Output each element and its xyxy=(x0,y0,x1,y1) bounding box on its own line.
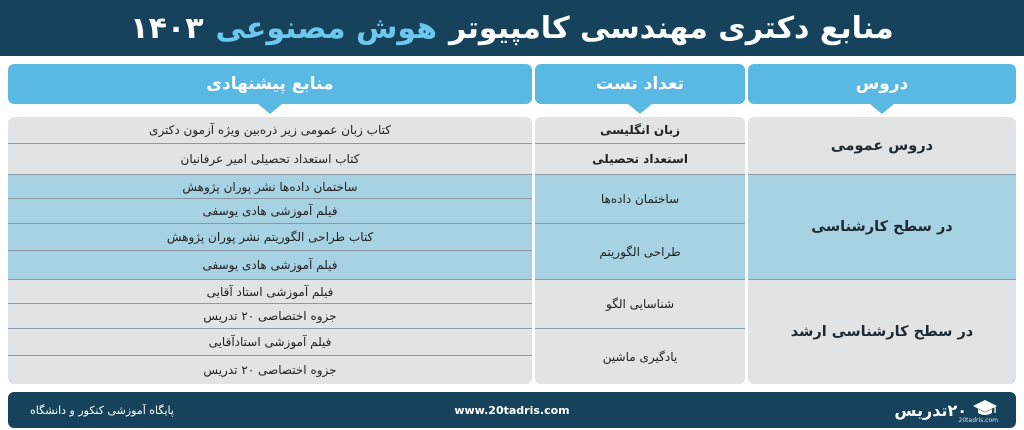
course-cell: در سطح کارشناسی xyxy=(748,175,1016,280)
resource-row: جزوه اختصاصی ۲۰ تدریس xyxy=(8,356,532,384)
footer-tagline: پایگاه آموزشی کنکور و دانشگاه xyxy=(30,403,174,417)
resource-row: فیلم آموزشی هادی یوسفی xyxy=(8,199,532,224)
courses-panel xyxy=(748,117,1016,384)
subject-cell: استعداد تحصیلی xyxy=(535,144,745,175)
resource-row: جزوه اختصاصی ۲۰ تدریس xyxy=(8,304,532,329)
resources-panel xyxy=(8,117,532,384)
footer-website-link[interactable]: www.20tadris.com xyxy=(454,403,570,417)
column-header-resources: منابع پیشنهادی xyxy=(8,64,532,104)
column-header-courses: دروس xyxy=(748,64,1016,104)
subject-cell: ساختمان داده‌ها xyxy=(535,175,745,224)
resource-row: فیلم آموزشی استادآقایی xyxy=(8,329,532,356)
page-title: منابع دکتری مهندسی کامپیوتر xyxy=(449,10,894,46)
subject-cell: یادگیری ماشین xyxy=(535,329,745,384)
footer-bar xyxy=(8,392,1016,428)
resource-row: کتاب استعداد تحصیلی امیر عرفانیان xyxy=(8,144,532,175)
resource-row: کتاب طراحی الگوریتم نشر پوران پژوهش xyxy=(8,224,532,251)
title-highlight: هوش مصنوعی xyxy=(215,10,437,46)
subject-cell: شناسایی الگو xyxy=(535,280,745,329)
resource-row: فیلم آموزشی استاد آقایی xyxy=(8,280,532,304)
brand-site: 20tadris.com xyxy=(958,417,998,424)
brand-logo[interactable] xyxy=(894,395,998,425)
brand-name: ۲۰تدریس xyxy=(894,400,967,420)
title-year: ۱۴۰۳ xyxy=(130,10,204,46)
page-header xyxy=(0,0,1024,56)
resource-row: ساختمان داده‌ها نشر پوران پژوهش xyxy=(8,175,532,199)
subjects-panel xyxy=(535,117,745,384)
course-cell: دروس عمومی xyxy=(748,117,1016,175)
column-header-test-count: تعداد تست xyxy=(535,64,745,104)
course-cell: در سطح کارشناسی ارشد xyxy=(748,280,1016,384)
subject-cell: زبان انگلیسی xyxy=(535,117,745,144)
subject-cell: طراحی الگوریتم xyxy=(535,224,745,280)
resource-row: کتاب زبان عمومی زیر ذره‌بین ویژه آزمون دکتری xyxy=(8,117,532,144)
resource-row: فیلم آموزشی هادی یوسفی xyxy=(8,251,532,280)
